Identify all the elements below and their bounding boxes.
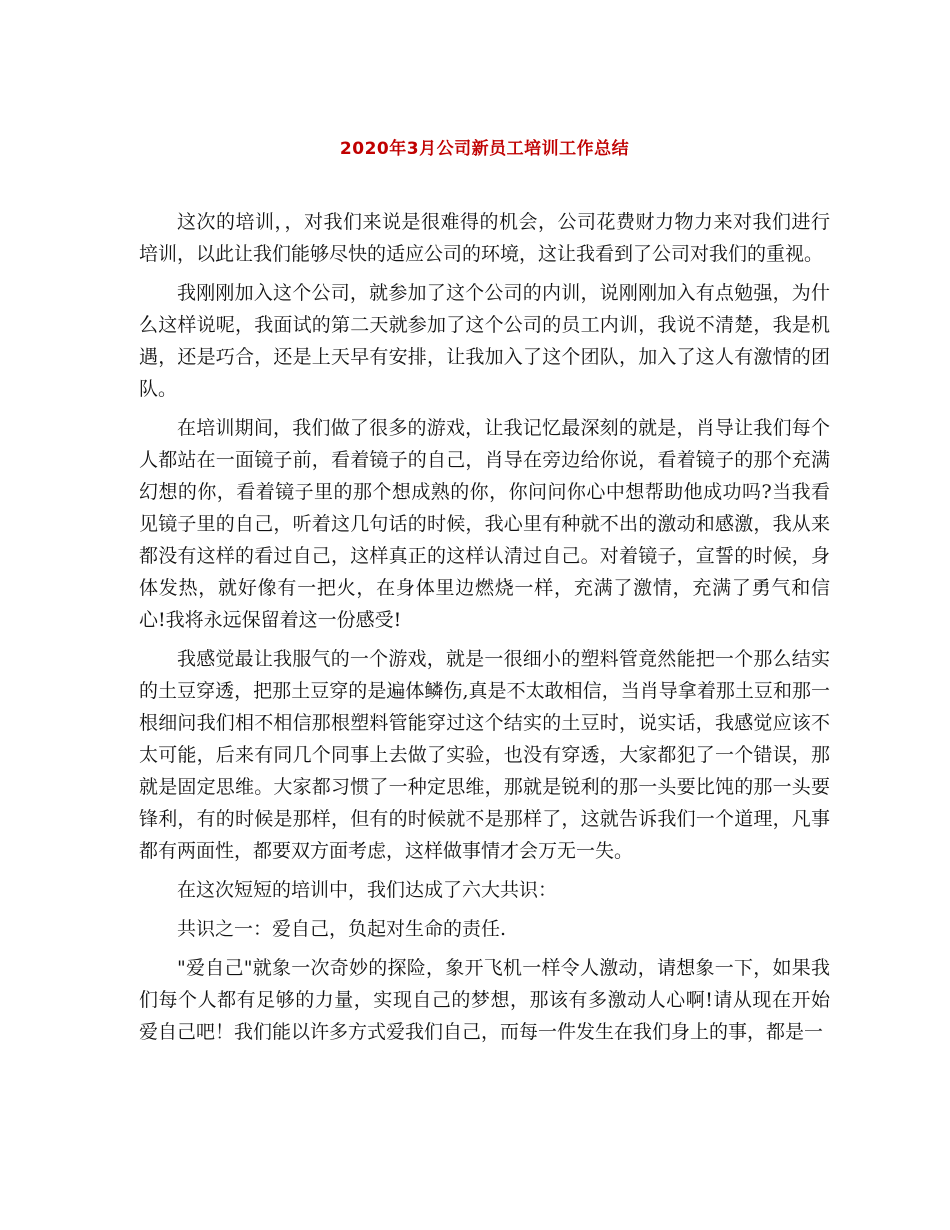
paragraph-3: 在培训期间，我们做了很多的游戏，让我记忆最深刻的就是，肖导让我们每个人都站在一面镜子前，看着镜子的自己，肖导在旁边给你说，看着镜子的那个充满幻想的你，看着镜子里的那个想成熟的你，你问问你心中想帮助他成功吗?当我看见镜子里的自己，听着这几句话的时候，我心里有种就不出的激动和感激，我从来都没有这样的看过自己，这样真正的这样认清过自己。对着镜子，宣誓的时候，身体发热，就好像有一把火，在身体里边燃烧一样，充满了激情，充满了勇气和信心!我将永远保留着这一份感受! <box>139 417 830 631</box>
paragraph-6: 共识之一：爱自己，负起对生命的责任. <box>177 918 507 940</box>
document-title: 2020年3月公司新员工培训工作总结 <box>339 139 630 159</box>
paragraph-5: 在这次短短的培训中，我们达成了六大共识： <box>177 879 558 901</box>
document-body <box>139 206 830 1048</box>
paragraph-1: 这次的培训，，对我们来说是很难得的机会，公司花费财力物力来对我们进行培训，以此让我们能够尽快的适应公司的环境，这让我看到了公司对我们的重视。 <box>139 211 830 265</box>
paragraph-4: 我感觉最让我服气的一个游戏，就是一很细小的塑料管竟然能把一个那么结实的土豆穿透，把那土豆穿的是遍体鳞伤,真是不太敢相信，当肖导拿着那土豆和那一根细问我们相不相信那根塑料管能穿过这个结实的土豆时，说实话，我感觉应该不太可能，后来有同几个同事上去做了实验，也没有穿透，大家都犯了一个错误，那就是固定思维。大家都习惯了一种定思维，那就是锐利的那一头要比饨的那一头要锋利，有的时候是那样，但有的时候就不是那样了，这就告诉我们一个道理，凡事都有两面性，都要双方面考虑，这样做事情才会万无一失。 <box>139 648 830 862</box>
paragraph-2: 我刚刚加入这个公司，就参加了这个公司的内训，说刚刚加入有点勉强，为什么这样说呢，我面试的第二天就参加了这个公司的员工内训，我说不清楚，我是机遇，还是巧合，还是上天早有安排，让我加入了这个团队，加入了这人有激情的团队。 <box>139 282 830 400</box>
paragraph-7: "爱自己"就象一次奇妙的探险，象开飞机一样令人激动，请想象一下，如果我们每个人都有足够的力量，实现自己的梦想，那该有多激动人心啊!请从现在开始爱自己吧！我们能以许多方式爱我们自己，而每一件发生在我们身上的事，都是一 <box>139 957 830 1043</box>
